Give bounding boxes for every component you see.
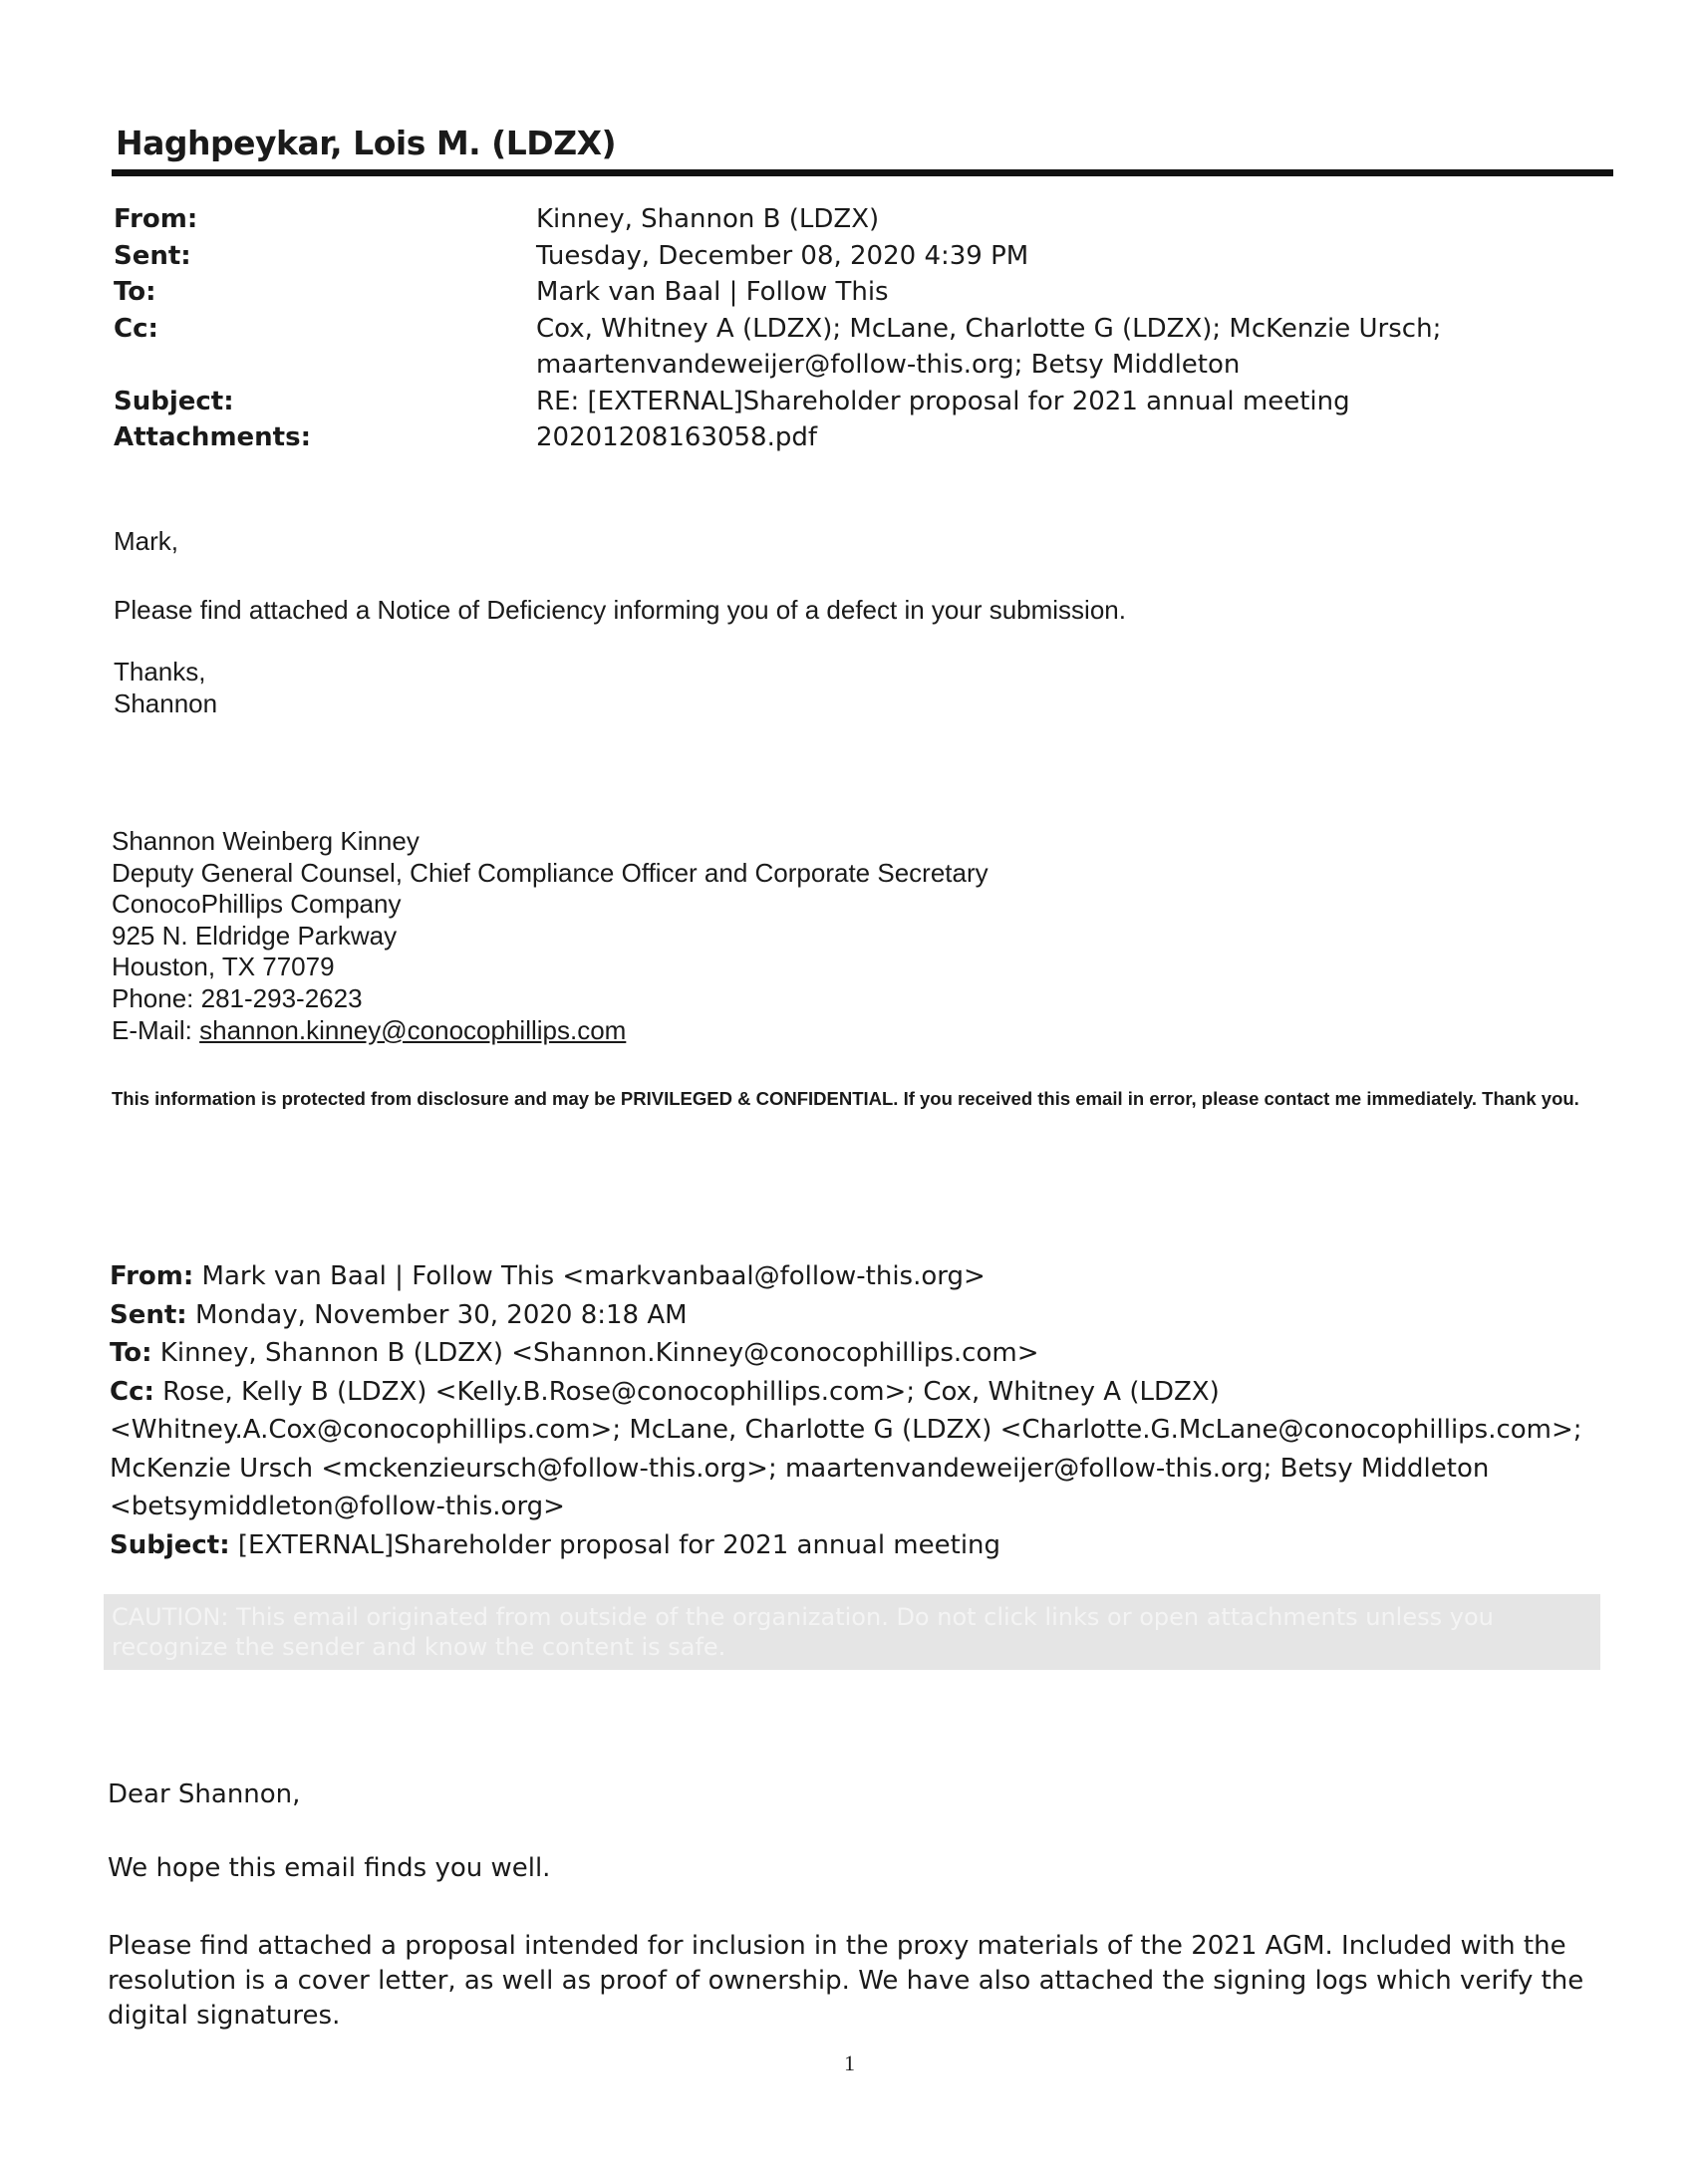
- quoted-cc-row: [110, 1373, 1614, 1526]
- quoted-subject-label: Subject:: [110, 1529, 230, 1560]
- message-greeting: Dear Shannon,: [108, 1779, 301, 1809]
- from-label: From:: [114, 204, 198, 234]
- header-divider: [112, 169, 1613, 176]
- quoted-cc-label: Cc:: [110, 1376, 154, 1407]
- sent-label: Sent:: [114, 240, 191, 271]
- from-value: Kinney, Shannon B (LDZX): [536, 204, 880, 234]
- signature-address-line-1: 925 N. Eldridge Parkway: [112, 920, 398, 951]
- closing-name: Shannon: [114, 688, 218, 718]
- quoted-subject-row: [110, 1526, 1614, 1565]
- attachments-label: Attachments:: [114, 422, 311, 452]
- signature-email-label: E-Mail:: [112, 1014, 200, 1045]
- signature-name: Shannon Weinberg Kinney: [112, 826, 420, 856]
- reply-greeting: Mark,: [114, 526, 178, 556]
- quoted-cc-value: Rose, Kelly B (LDZX) <Kelly.B.Rose@conocophillips.com>; Cox, Whitney A (LDZX) <Whitney.A.Cox@conocophillips.com>; McLane, Charlotte G (LDZX) <Charlotte.G.McLane@conocophillips.com>; McKenzie Ursch <mckenzieursch@follow-this.org>; maartenvandeweijer@follow-this.org; Betsy Middleton <betsymiddleton@follow-this.org>: [110, 1376, 1582, 1521]
- reply-paragraph: Please find attached a Notice of Deficiency informing you of a defect in your submission.: [114, 595, 1126, 625]
- quoted-from-value: Mark van Baal | Follow This <markvanbaal@follow-this.org>: [193, 1261, 986, 1291]
- header-row-to: [114, 274, 1588, 311]
- reply-closing: [114, 656, 217, 719]
- attachment-file[interactable]: 20201208163058.pdf: [536, 422, 818, 452]
- signature-address-line-2: Houston, TX 77079: [112, 952, 335, 982]
- quoted-email-header: [110, 1257, 1614, 1564]
- quoted-from-label: From:: [110, 1261, 194, 1291]
- cc-label: Cc:: [114, 313, 158, 344]
- subject-label: Subject:: [114, 386, 234, 416]
- sent-value: Tuesday, December 08, 2020 4:39 PM: [536, 240, 1029, 271]
- to-label: To:: [114, 277, 156, 307]
- signature-email-link[interactable]: shannon.kinney@conocophillips.com: [199, 1014, 627, 1045]
- to-value: Mark van Baal | Follow This: [536, 277, 889, 307]
- signature-company: ConocoPhillips Company: [112, 889, 402, 920]
- header-row-cc: [114, 311, 1588, 384]
- quoted-to-label: To:: [110, 1338, 152, 1368]
- quoted-to-value: Kinney, Shannon B (LDZX) <Shannon.Kinney@conocophillips.com>: [151, 1338, 1039, 1368]
- page-number: 1: [844, 2050, 855, 2075]
- closing-thanks: Thanks,: [114, 657, 206, 686]
- message-paragraph-2: Please find attached a proposal intended for inclusion in the proxy materials of the 2021 AGM. Included with the resolution is a cover letter, as well as proof of ownership. We have also attached the signing logs which verify the digital signatures.: [108, 1931, 1584, 2031]
- quoted-sent-label: Sent:: [110, 1299, 187, 1330]
- signature-email-row: [112, 1015, 988, 1047]
- quoted-sent-value: Monday, November 30, 2020 8:18 AM: [186, 1299, 688, 1330]
- header-row-sent: [114, 238, 1588, 275]
- quoted-from-row: [110, 1257, 1614, 1296]
- cc-value-line-2: maartenvandeweijer@follow-this.org; Betsy Middleton: [536, 350, 1241, 380]
- message-paragraph-1: We hope this email finds you well.: [108, 1853, 551, 1883]
- confidentiality-disclaimer: This information is protected from disclosure and may be PRIVILEGED & CONFIDENTIAL. If you received this email in error, please contact me immediately. Thank you.: [112, 1088, 1579, 1109]
- email-header: [114, 201, 1588, 456]
- header-row-from: [114, 201, 1588, 238]
- cc-value-line-1: Cox, Whitney A (LDZX); McLane, Charlotte G (LDZX); McKenzie Ursch;: [536, 313, 1442, 344]
- quoted-sent-row: [110, 1296, 1614, 1335]
- header-row-attachments: [114, 419, 1588, 456]
- signature-phone: Phone: 281-293-2623: [112, 982, 363, 1013]
- header-row-subject: [114, 384, 1588, 420]
- email-signature: [112, 826, 988, 1046]
- quoted-to-row: [110, 1334, 1614, 1373]
- cc-value: [536, 311, 1588, 384]
- subject-value: RE: [EXTERNAL]Shareholder proposal for 2021 annual meeting: [536, 386, 1350, 416]
- external-caution-banner: CAUTION: This email originated from outside of the organization. Do not click links or open attachments unless you recognize the sender and know the content is safe.: [104, 1594, 1600, 1670]
- signature-title: Deputy General Counsel, Chief Compliance Officer and Corporate Secretary: [112, 857, 988, 888]
- mailbox-owner-name: Haghpeykar, Lois M. (LDZX): [116, 124, 617, 162]
- quoted-subject-value: [EXTERNAL]Shareholder proposal for 2021 annual meeting: [229, 1529, 1001, 1560]
